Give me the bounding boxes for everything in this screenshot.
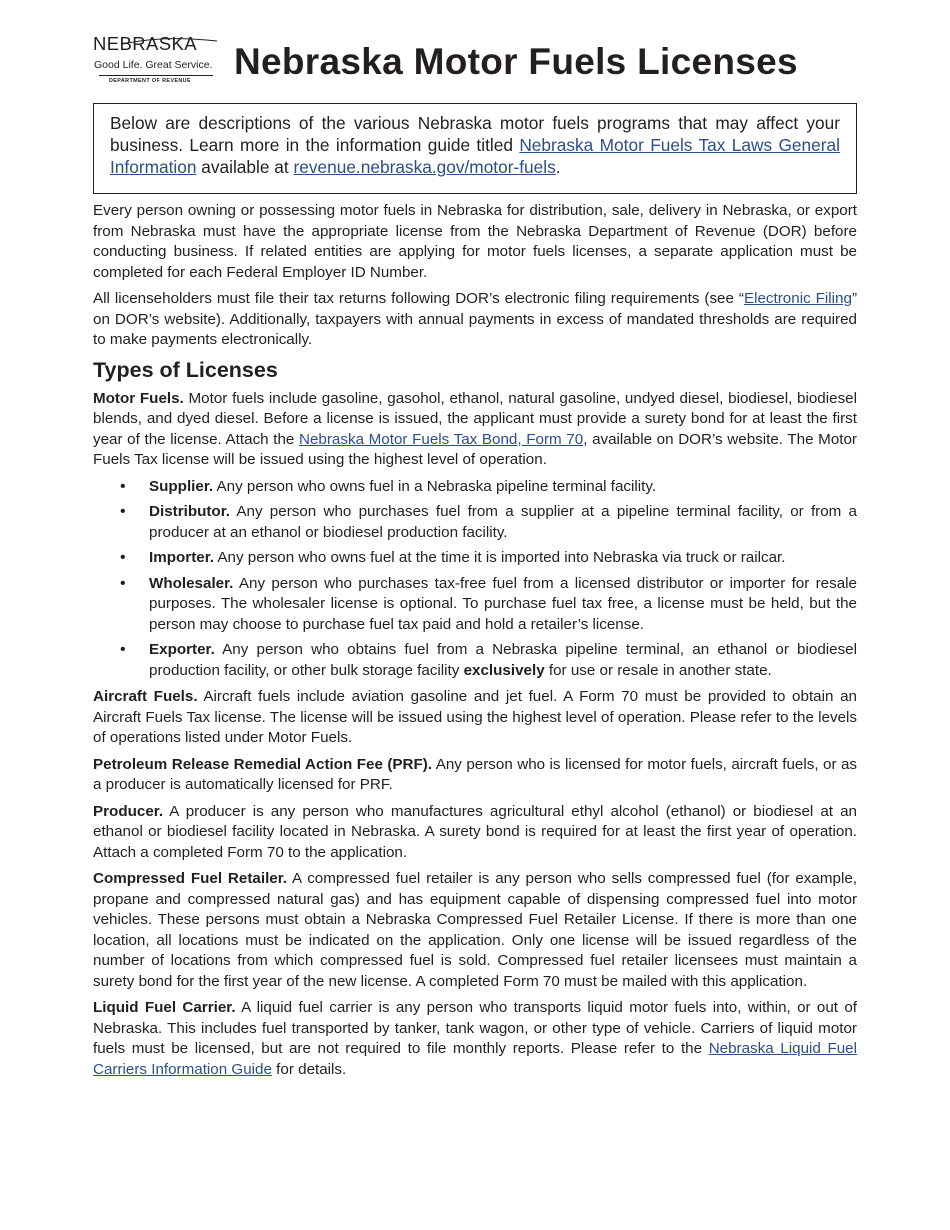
general-info-guide-link[interactable]: Nebraska Motor Fuels Tax Laws General Information xyxy=(110,135,840,177)
exporter-text-1: Any person who obtains fuel from a Nebraska pipeline terminal, an ethanol or biodiesel production facility, or other bulk storage facility xyxy=(149,641,857,679)
list-item-supplier xyxy=(93,477,857,498)
types-of-licenses-heading: Types of Licenses xyxy=(93,357,278,382)
logo-tagline: Good Life. Great Service. xyxy=(94,59,213,71)
prf-paragraph xyxy=(93,755,857,796)
motor-fuels-license-list xyxy=(93,477,857,682)
list-item-wholesaler xyxy=(93,574,857,636)
bullet-icon: • xyxy=(120,549,126,566)
list-item-label: Wholesaler. xyxy=(149,574,234,592)
carrier-label: Liquid Fuel Carrier. xyxy=(93,999,236,1016)
nebraska-dor-logo xyxy=(93,33,221,89)
list-item-label: Supplier. xyxy=(149,477,214,495)
logo-department: DEPARTMENT OF REVENUE xyxy=(109,78,191,84)
form-70-link[interactable]: Nebraska Motor Fuels Tax Bond, Form 70 xyxy=(299,430,584,448)
bullet-icon: • xyxy=(120,477,126,495)
intro-text-2: available at xyxy=(196,157,294,177)
aircraft-label: Aircraft Fuels. xyxy=(93,688,198,705)
bullet-icon: • xyxy=(120,503,126,520)
producer-text: A producer is any person who manufactures agricultural ethyl alcohol (ethanol) or biodiesel at an ethanol or biodiesel facility located in Nebraska. A surety bond is required for at least the first year of operation. Attach a completed Form 70 to the application. xyxy=(93,802,857,861)
prf-text: Any person who is licensed for motor fuels, aircraft fuels, or as a producer is automatically licensed for PRF. xyxy=(93,755,857,793)
exporter-emphasis: exclusively xyxy=(463,661,545,679)
motor-fuels-text-2: , available on DOR’s website. The Motor Fuels Tax license will be issued using the highest level of operation. xyxy=(93,430,857,468)
list-item-text: Any person who purchases fuel from a supplier at a pipeline terminal facility, or from a producer at an ethanol or biodiesel production facility. xyxy=(149,503,857,541)
electronic-filing-link[interactable]: Electronic Filing xyxy=(743,290,852,307)
logo-wordmark: NEBRASKA xyxy=(93,33,197,54)
intro-text-1: Below are descriptions of the various Nebraska motor fuels programs that may affect your business. Learn more in the information guide titled xyxy=(110,113,840,155)
main-content xyxy=(93,201,857,1086)
list-item-distributor xyxy=(93,502,857,543)
licensing-requirement-paragraph: Every person owning or possessing motor fuels in Nebraska for distribution, sale, delivery in Nebraska, or export from Nebraska must have the appropriate license from the Nebraska Department of Revenue (DOR) before conducting business. If related entities are applying for motor fuels licenses, a separate application must be completed for each Federal Employer ID Number. xyxy=(93,202,857,281)
list-item-text: Any person who owns fuel in a Nebraska pipeline terminal facility. xyxy=(213,477,657,495)
page-header xyxy=(93,33,857,89)
page-title: Nebraska Motor Fuels Licenses xyxy=(234,41,798,82)
list-item-label: Exporter. xyxy=(149,641,215,658)
bullet-icon: • xyxy=(120,641,126,658)
logo-divider xyxy=(99,75,213,76)
carrier-text: A liquid fuel carrier is any person who transports liquid motor fuels into, within, or out of Nebraska. This includes fuel transported by tanker, tank wagon, or other type of vehicle. Carriers of liquid motor fuels must be licensed, but are not required to file monthly reports. Please refer to the xyxy=(93,999,857,1057)
list-item-text: Any person who owns fuel at the time it is imported into Nebraska via truck or railcar. xyxy=(213,549,786,566)
compressed-text: A compressed fuel retailer is any person who sells compressed fuel (for example, propane and compressed natural gas) and has equipment capable of dispensing compressed fuel into motor vehicles. These persons must obtain a Nebraska Compressed Fuel Retailer License. If there is more than one location, all locations must be indicated on the application. Only one license will be issued regardless of the number of locations from which compressed fuel is sold. Compressed fuel retailer licensees must maintain a surety bond for the first year of the new license. A completed Form 70 must be mailed with this application. xyxy=(93,870,857,990)
intro-text xyxy=(110,112,840,178)
aircraft-text: Aircraft fuels include aviation gasoline and jet fuel. A Form 70 must be provided to obtain an Aircraft Fuels Tax license. The license will be issued using the highest level of operation. Please refer to the levels of operations listed under Motor Fuels. xyxy=(93,688,857,746)
efile-text-2: ” on DOR’s website). Additionally, taxpayers with annual payments in excess of mandated thresholds are required to make payments electronically. xyxy=(93,290,857,348)
list-item-label: Distributor. xyxy=(149,503,231,520)
carrier-text-2: for details. xyxy=(271,1060,347,1078)
motor-fuels-text-1: Motor fuels include gasoline, gasohol, ethanol, natural gasoline, undyed diesel, biodiesel, biodiesel blends, and dyed diesel. Before a license is issued, the applicant must provide a surety bond for at least the first year of the license. Attach the xyxy=(93,389,857,448)
list-item-exporter xyxy=(93,640,857,681)
motor-fuels-paragraph xyxy=(93,389,857,471)
aircraft-fuels-paragraph xyxy=(93,687,857,749)
producer-paragraph xyxy=(93,802,857,864)
producer-label: Producer. xyxy=(93,802,164,820)
motor-fuels-label: Motor Fuels. xyxy=(93,389,184,407)
motor-fuels-url-link[interactable]: revenue.nebraska.gov/motor-fuels xyxy=(293,157,556,177)
intro-box xyxy=(93,103,857,194)
electronic-filing-paragraph xyxy=(93,289,857,351)
compressed-label: Compressed Fuel Retailer. xyxy=(93,870,288,887)
intro-text-3: . xyxy=(555,157,561,177)
exporter-text-2: for use or resale in another state. xyxy=(544,661,772,679)
compressed-fuel-paragraph xyxy=(93,869,857,992)
efile-text-1: All licenseholders must file their tax returns following DOR’s electronic filing requirements (see “ xyxy=(93,290,744,307)
list-item-text: Any person who purchases tax-free fuel from a licensed distributor or importer for resale purposes. The wholesaler license is optional. To purchase fuel tax free, a license must be held, but the person may choose to purchase fuel tax paid and hold a retailer’s license. xyxy=(149,574,857,633)
list-item-label: Importer. xyxy=(149,549,214,566)
prf-label: Petroleum Release Remedial Action Fee (PRF). xyxy=(93,755,433,773)
liquid-fuel-carrier-paragraph xyxy=(93,998,857,1080)
bullet-icon: • xyxy=(120,574,126,592)
list-item-importer xyxy=(93,548,857,569)
carriers-guide-link[interactable]: Nebraska Liquid Fuel Carriers Information Guide xyxy=(93,1040,857,1078)
